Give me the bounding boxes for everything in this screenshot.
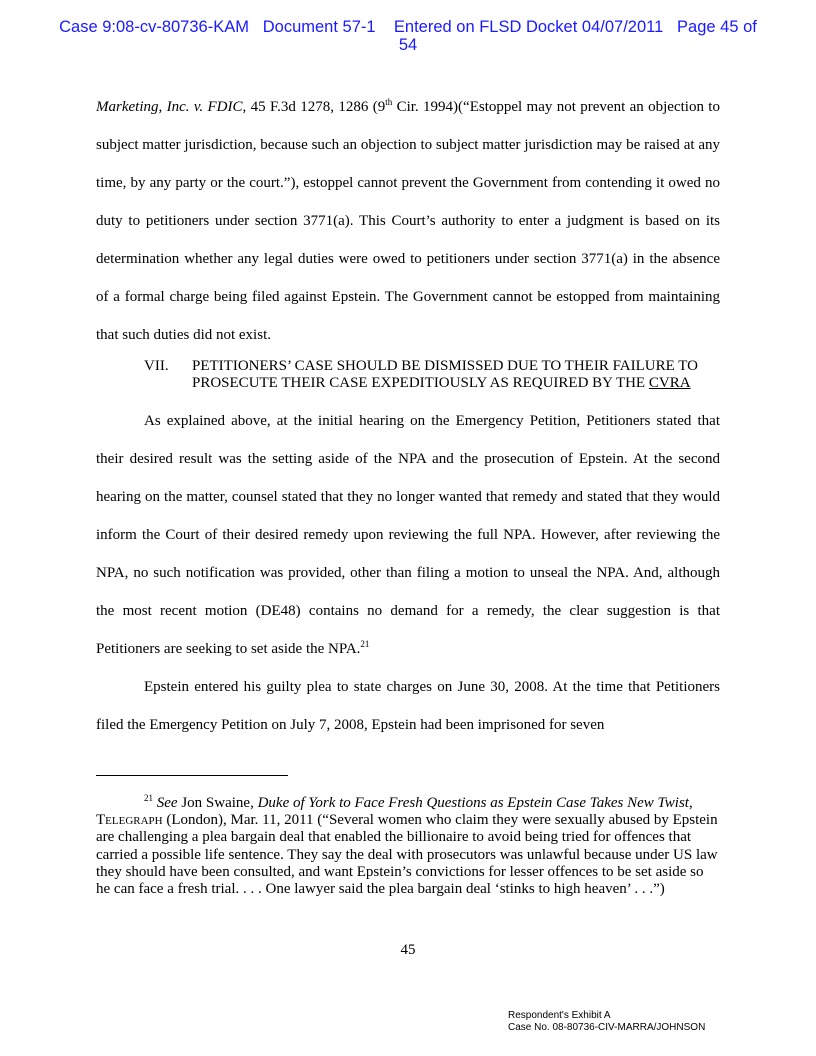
footnote-number: 21 — [144, 793, 153, 803]
docket-header — [0, 18, 816, 54]
page-number: 45 — [400, 942, 416, 958]
paragraph-text: As explained above, at the initial hearing on the Emergency Petition, Petitioners stated that their desired result was the setting aside of the NPA and the prosecution of Epstein. At the second hearing on the matter, counsel stated that they no longer wanted that remedy and stated that they would inform the Court of their desired remedy upon reviewing the full NPA. However, after reviewing the NPA, no such notification was provided, other than filing a motion to unseal the NPA. And, although the most recent motion (DE48) contains no demand for a remedy, the clear suggestion is that Petitioners are seeking to set aside the NPA. — [96, 413, 720, 657]
exhibit-stamp — [508, 1010, 705, 1034]
page-label: Page 45 of — [677, 18, 757, 36]
punctuation: , — [688, 795, 693, 811]
docket-header-line-1 — [0, 18, 816, 36]
section-title-text: PETITIONERS’ CASE SHOULD BE DISMISSED DUE TO THEIR FAILURE TO PROSECUTE THEIR CASE EXPEDITIOUSLY AS REQUIRED BY THE — [192, 358, 698, 391]
paragraph-guilty-plea — [96, 668, 720, 744]
paragraph-text: Cir. 1994)(“Estoppel may not prevent an objection to subject matter jurisdiction, because such an objection to subject matter jurisdiction may be raised at any time, by any party or the court.”), estoppel cannot prevent the Government from contending it owed no duty to petitioners under section 3771(a). This Court’s authority to enter a judgment is based on its determination whether any legal duties were owed to petitioners under section 3771(a) in the absence of a formal charge being filed against Epstein. The Government cannot be estopped from maintaining that such duties did not exist. — [96, 99, 720, 343]
section-number: VII. — [144, 358, 169, 374]
footnote-author: Jon Swaine, — [177, 795, 258, 811]
footnote — [96, 795, 720, 898]
document-number: Document 57-1 — [262, 18, 376, 36]
paragraph-hearings — [96, 402, 720, 668]
docket-entry: Entered on FLSD Docket 04/07/2011 — [393, 18, 664, 36]
page-total: 54 — [398, 36, 418, 54]
section-title — [192, 358, 720, 392]
paragraph-estoppel — [96, 88, 720, 354]
citation-text: , 45 F.3d 1278, 1286 (9 — [242, 99, 386, 115]
article-title: Duke of York to Face Fresh Questions as Epstein Case Takes New Twist — [257, 795, 689, 811]
exhibit-case-number: Case No. 08-80736-CIV-MARRA/JOHNSON — [508, 1022, 706, 1033]
ordinal-superscript: th — [385, 97, 393, 107]
document-body — [96, 88, 720, 744]
paragraph-text: Epstein entered his guilty plea to state charges on June 30, 2008. At the time that Petitioners filed the Emergency Petition on July 7, 2008, Epstein had been imprisoned for seven — [96, 679, 720, 733]
section-title-underlined: CVRA — [648, 375, 691, 391]
footnote-text — [96, 795, 720, 898]
publication-name: Telegraph — [96, 812, 163, 829]
case-number: Case 9:08-cv-80736-KAM — [59, 18, 249, 36]
footnote-quote: (London), Mar. 11, 2011 (“Several women who claim they were sexually abused by Epstein are challenging a plea bargain deal that enabled the billionaire to avoid being tried for offences that carried a possible life sentence. They say the deal with prosecutors was unlawful because under US law they should have been consulted, and want Epstein’s convictions for lesser offences to be set aside so he can face a fresh trial. . . . One lawyer said the plea bargain deal ‘stinks to high heaven’ . . .”) — [96, 812, 718, 898]
section-heading — [96, 358, 720, 392]
footnote-divider — [96, 775, 288, 776]
exhibit-label: Respondent's Exhibit A — [508, 1010, 611, 1021]
footnote-reference: 21 — [360, 639, 370, 649]
signal-see: See — [156, 795, 178, 811]
case-citation-italic: Marketing, Inc. v. FDIC — [96, 99, 243, 115]
